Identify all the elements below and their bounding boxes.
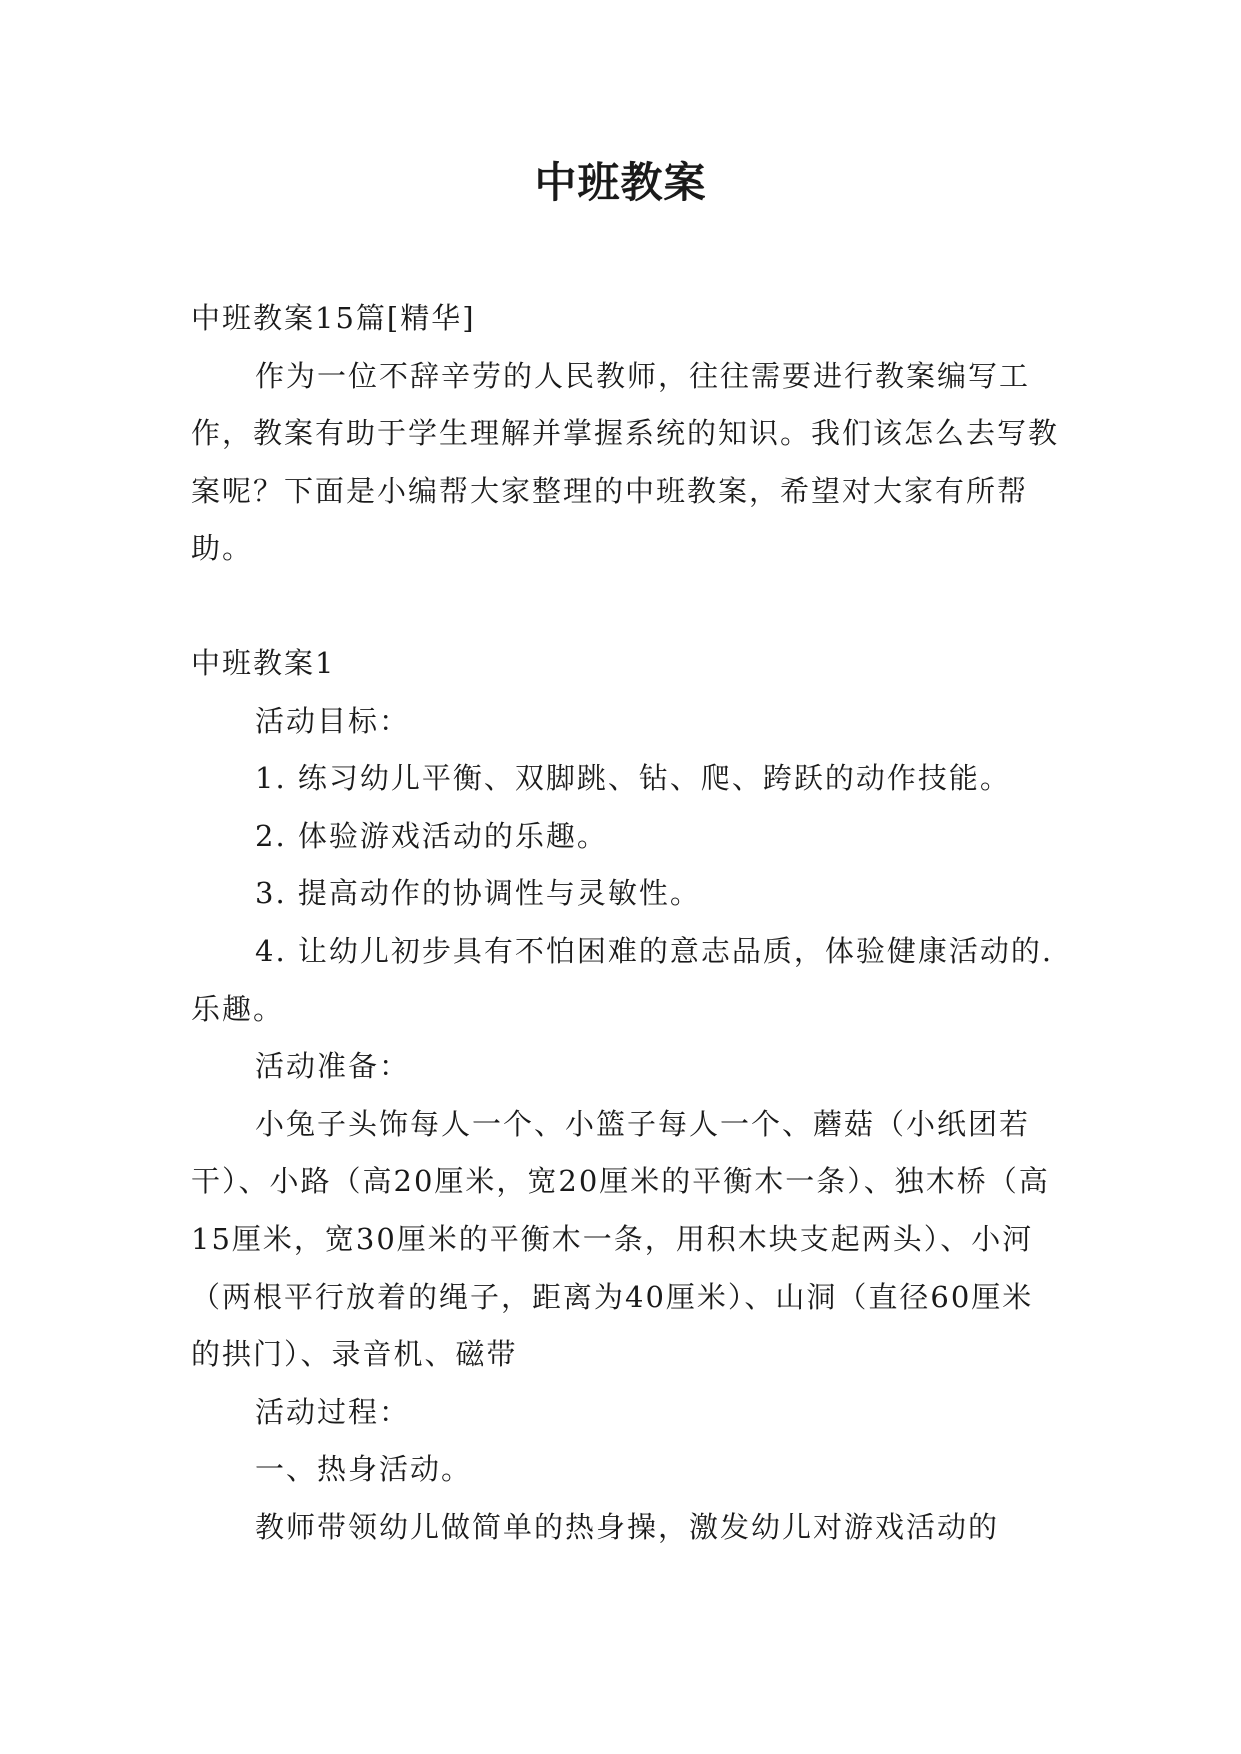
goal-item: 3. 提高动作的协调性与灵敏性。 xyxy=(255,876,701,911)
section-spacer xyxy=(191,578,1059,635)
document-subtitle: 中班教案15篇[精华] xyxy=(191,301,476,335)
goals-label: 活动目标： xyxy=(255,703,411,738)
document-body xyxy=(191,290,1059,1556)
prep-label: 活动准备： xyxy=(255,1049,411,1084)
goal-item: 4. 让幼儿初步具有不怕困难的意志品质，体验健康活动的.乐趣。 xyxy=(191,933,1054,1026)
process-label: 活动过程： xyxy=(255,1394,411,1429)
intro-paragraph: 作为一位不辞辛劳的人民教师，往往需要进行教案编写工作，教案有助于学生理解并掌握系统的知识。我们该怎么去写教案呢？下面是小编帮大家整理的中班教案，希望对大家有所帮助。 xyxy=(191,358,1060,566)
step-paragraph: 教师带领幼儿做简单的热身操，激发幼儿对游戏活动的 xyxy=(255,1509,1000,1544)
section-heading: 中班教案1 xyxy=(191,645,336,680)
page-title: 中班教案 xyxy=(534,158,707,207)
step-heading: 一、热身活动。 xyxy=(255,1452,473,1487)
goal-item: 2. 体验游戏活动的乐趣。 xyxy=(255,818,608,853)
goal-item: 1. 练习幼儿平衡、双脚跳、钻、爬、跨跃的动作技能。 xyxy=(255,761,1011,796)
prep-paragraph: 小兔子头饰每人一个、小篮子每人一个、蘑菇（小纸团若干）、小路（高20厘米，宽20厘米的平衡木一条）、独木桥（高15厘米，宽30厘米的平衡木一条，用积木块支起两头）、小河（两根平行放着的绳子，距离为40厘米）、山洞（直径60厘米的拱门）、录音机、磁带 xyxy=(191,1106,1050,1372)
